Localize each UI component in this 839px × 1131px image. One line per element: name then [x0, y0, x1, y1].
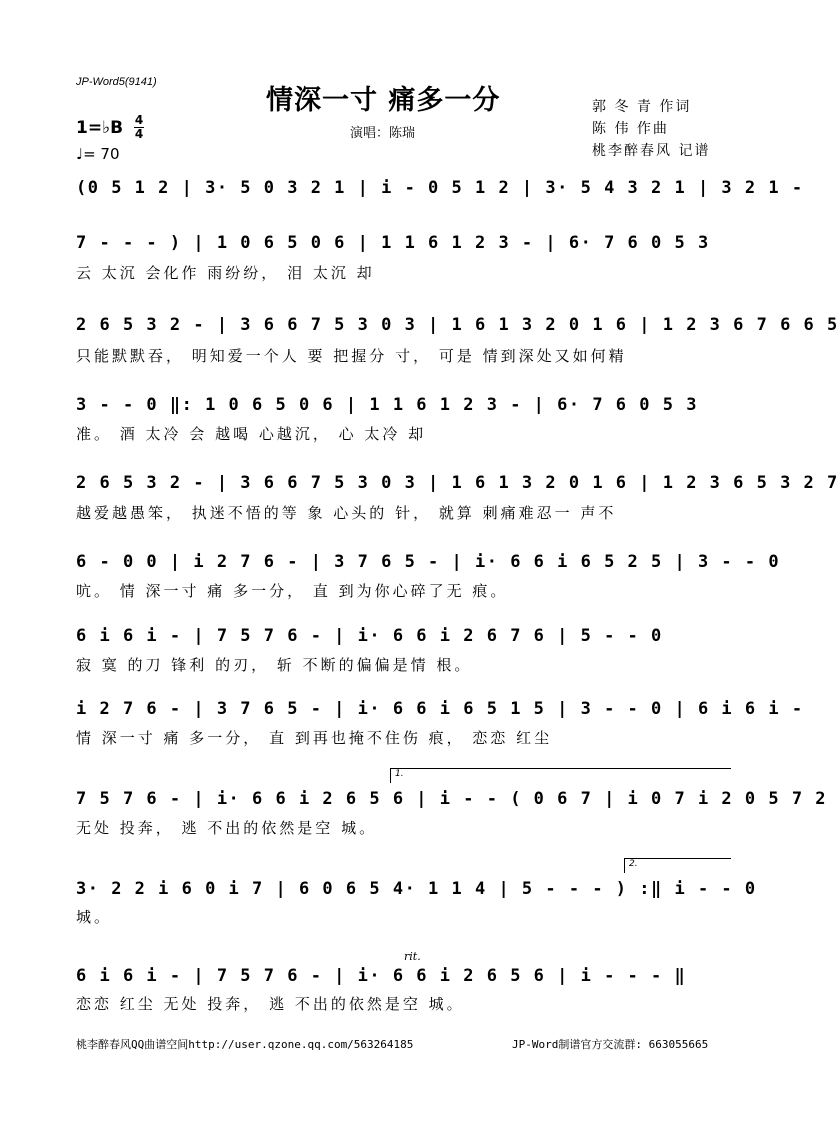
- footer-qzone-link[interactable]: 桃李醉春风QQ曲谱空间http://user.qzone.qq.com/563264185: [76, 1038, 414, 1051]
- footer-group-info: JP-Word制谱官方交流群: 663055665: [512, 1038, 709, 1051]
- notes-line: 7 5 7 6 - | i· 6 6 i 2 6 5 6 | i - - ( 0 6 7 | i 0 7 i 2 0 5 7 2: [76, 789, 828, 809]
- software-label: JP-Word5(9141): [76, 76, 157, 88]
- score-row-8: [76, 696, 804, 722]
- score-row-9: [76, 786, 828, 812]
- lyrics-line: 吭。 情 深一寸 痛 多一分， 直 到为你心碎了无 痕。: [76, 582, 509, 600]
- notes-line: 3 - - 0 ‖: 1 0 6 5 0 6 | 1 1 6 1 2 3 - | 6· 7 6 0 5 3: [76, 395, 698, 415]
- time-signature-bottom: 4: [134, 127, 144, 141]
- notes-line: 2 6 5 3 2 - | 3 6 6 7 5 3 0 3 | 1 6 1 3 2 0 1 6 | 1 2 3 6 5 3 2 7: [76, 473, 839, 493]
- song-title: 情深一寸 痛多一分: [266, 85, 501, 116]
- lyrics-line: 云 太沉 会化作 雨纷纷， 泪 太沉 却: [76, 264, 375, 282]
- score-row-1: [76, 175, 804, 201]
- lyrics-line: 无处 投奔， 逃 不出的依然是空 城。: [76, 819, 378, 837]
- score-row-2: [76, 230, 726, 256]
- notes-line: 6 i 6 i - | 7 5 7 6 - | i· 6 6 i 2 6 7 6 | 5 - - 0: [76, 626, 663, 646]
- lyricist-credit: 郭 冬 青 作词: [592, 99, 692, 115]
- notes-line: (0 5 1 2 | 3· 5 0 3 2 1 | i - 0 5 1 2 | 3· 5 4 3 2 1 | 3 2 1 -: [76, 178, 804, 198]
- notes-line: 3· 2 2 i 6 0 i 7 | 6 0 6 5 4· 1 1 4 | 5 - - - ) :‖ i - - 0: [76, 879, 757, 899]
- ritardando-mark: rit.: [404, 950, 421, 963]
- notes-line: 7 - - - ) | 1 0 6 5 0 6 | 1 1 6 1 2 3 - | 6· 7 6 0 5 3: [76, 233, 710, 253]
- score-row-4: [76, 392, 726, 418]
- time-signature-top: 4: [134, 113, 144, 127]
- score-row-7: [76, 623, 726, 649]
- lyrics-line: 准。 酒 太冷 会 越喝 心越沉， 心 太冷 却: [76, 425, 427, 443]
- score-row-5: [76, 470, 839, 496]
- tempo-marking: ♩= 70: [76, 145, 120, 163]
- lyrics-line: 情 深一寸 痛 多一分， 直 到再也掩不住伤 痕， 恋恋 红尘: [76, 729, 553, 747]
- notes-line: 2 6 5 3 2 - | 3 6 6 7 5 3 0 3 | 1 6 1 3 2 0 1 6 | 1 2 3 6 7 6 6 5: [76, 315, 839, 335]
- notes-line: 6 - 0 0 | i 2 7 6 - | 3 7 6 5 - | i· 6 6 i 6 5 2 5 | 3 - - 0: [76, 552, 781, 572]
- notes-line: 6 i 6 i - | 7 5 7 6 - | i· 6 6 i 2 6 5 6 | i - - - ‖: [76, 966, 687, 986]
- composer-credit: 陈 伟 作曲: [592, 121, 669, 137]
- volta-2-bracket: 2.: [624, 858, 731, 873]
- score-row-11: [76, 963, 726, 989]
- lyrics-line: 城。: [76, 908, 113, 926]
- transcriber-credit: 桃李醉春风 记谱: [592, 143, 711, 159]
- notes-line: i 2 7 6 - | 3 7 6 5 - | i· 6 6 i 6 5 1 5 | 3 - - 0 | 6 i 6 i -: [76, 699, 804, 719]
- score-row-3: [76, 312, 839, 338]
- lyrics-line: 只能默默吞， 明知爱一个人 要 把握分 寸， 可是 情到深处又如何精: [76, 347, 627, 365]
- score-row-6: [76, 549, 781, 575]
- lyrics-line: 寂 寞 的刀 锋利 的刃， 斩 不断的偏偏是情 根。: [76, 656, 473, 674]
- lyrics-line: 越爱越愚笨， 执迷不悟的等 象 心头的 针， 就算 刺痛难忍一 声不: [76, 504, 617, 522]
- singer-credit: 演唱：陈瑞: [350, 126, 416, 141]
- time-signature: [134, 115, 144, 140]
- score-row-10: [76, 876, 757, 902]
- volta-1-bracket: 1.: [390, 768, 731, 783]
- key-signature: 1=♭B: [76, 118, 124, 138]
- lyrics-line: 恋恋 红尘 无处 投奔， 逃 不出的依然是空 城。: [76, 995, 465, 1013]
